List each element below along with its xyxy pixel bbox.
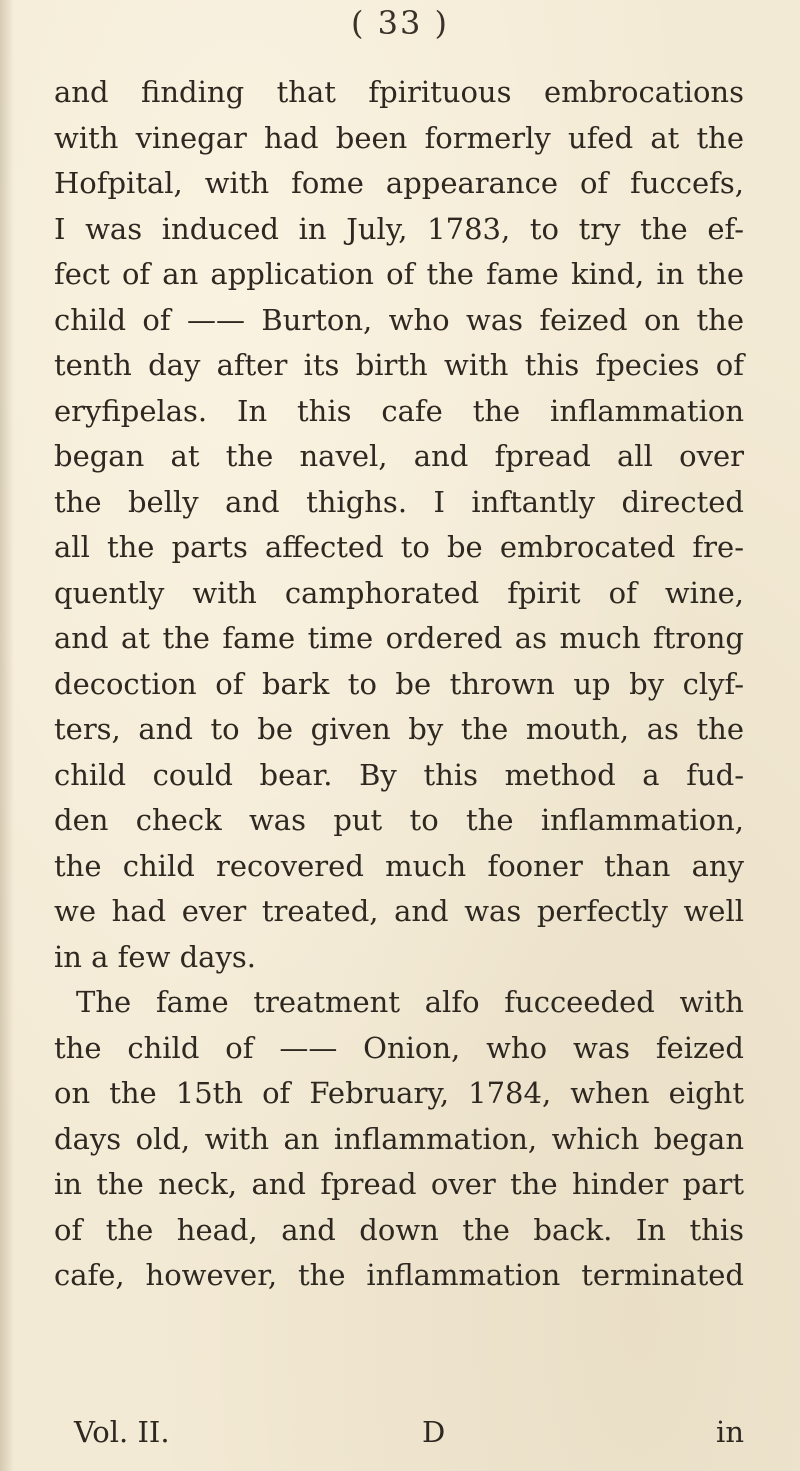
paragraph-start-line: The fame treatment alfo fucceeded with — [76, 985, 744, 1019]
text-line: child could bear. By this method a fud- — [54, 757, 744, 792]
text-line: and at the fame time ordered as much ftrong — [54, 621, 744, 655]
text-line: I was induced in July, 1783, to try the ef- — [54, 211, 744, 246]
text-line: the child recovered much fooner than any — [54, 848, 744, 883]
volume-label: Vol. II. — [74, 1415, 170, 1449]
page-number: ( 33 ) — [350, 4, 450, 42]
text-line: began at the navel, and fpread all over — [54, 439, 744, 473]
text-line: on the 15th of February, 1784, when eight — [54, 1076, 744, 1110]
text-line: all the parts affected to be embrocated fre- — [54, 530, 744, 564]
text-line: with vinegar had been formerly ufed at the — [54, 120, 744, 155]
page-footer — [54, 1415, 744, 1461]
text-line: days old, with an inflammation, which began — [54, 1121, 744, 1156]
text-line: of the head, and down the back. In this — [54, 1212, 744, 1247]
text-line: ters, and to be given by the mouth, as the — [54, 712, 744, 746]
text-line: and finding that fpirituous embrocations — [54, 75, 744, 109]
signature-mark: D — [422, 1415, 446, 1449]
text-line: the child of —— Onion, who was feized — [54, 1030, 744, 1065]
text-line: fect of an application of the fame kind, in the — [54, 257, 744, 291]
text-line: child of —— Burton, who was feized on the — [54, 302, 744, 337]
gutter-shadow — [0, 0, 14, 1471]
text-line: the belly and thighs. I inftantly directed — [54, 484, 744, 519]
text-line: den check was put to the inflammation, — [54, 803, 744, 837]
text-line: Hofpital, with fome appearance of fuccefs, — [54, 166, 744, 200]
text-line: quently with camphorated fpirit of wine, — [54, 575, 744, 610]
catchword: in — [716, 1415, 744, 1449]
text-line: cafe, however, the inflammation terminated — [54, 1258, 744, 1292]
text-line: decoction of bark to be thrown up by clyf- — [54, 666, 744, 701]
paragraph-end-line: in a few days. — [54, 939, 256, 974]
body-text — [54, 70, 744, 1299]
text-line: tenth day after its birth with this fpecies of — [54, 348, 744, 382]
text-line: we had ever treated, and was perfectly well — [54, 894, 744, 928]
text-line: eryfipelas. In this cafe the inflammation — [54, 393, 744, 428]
text-line: in the neck, and fpread over the hinder part — [54, 1167, 744, 1201]
